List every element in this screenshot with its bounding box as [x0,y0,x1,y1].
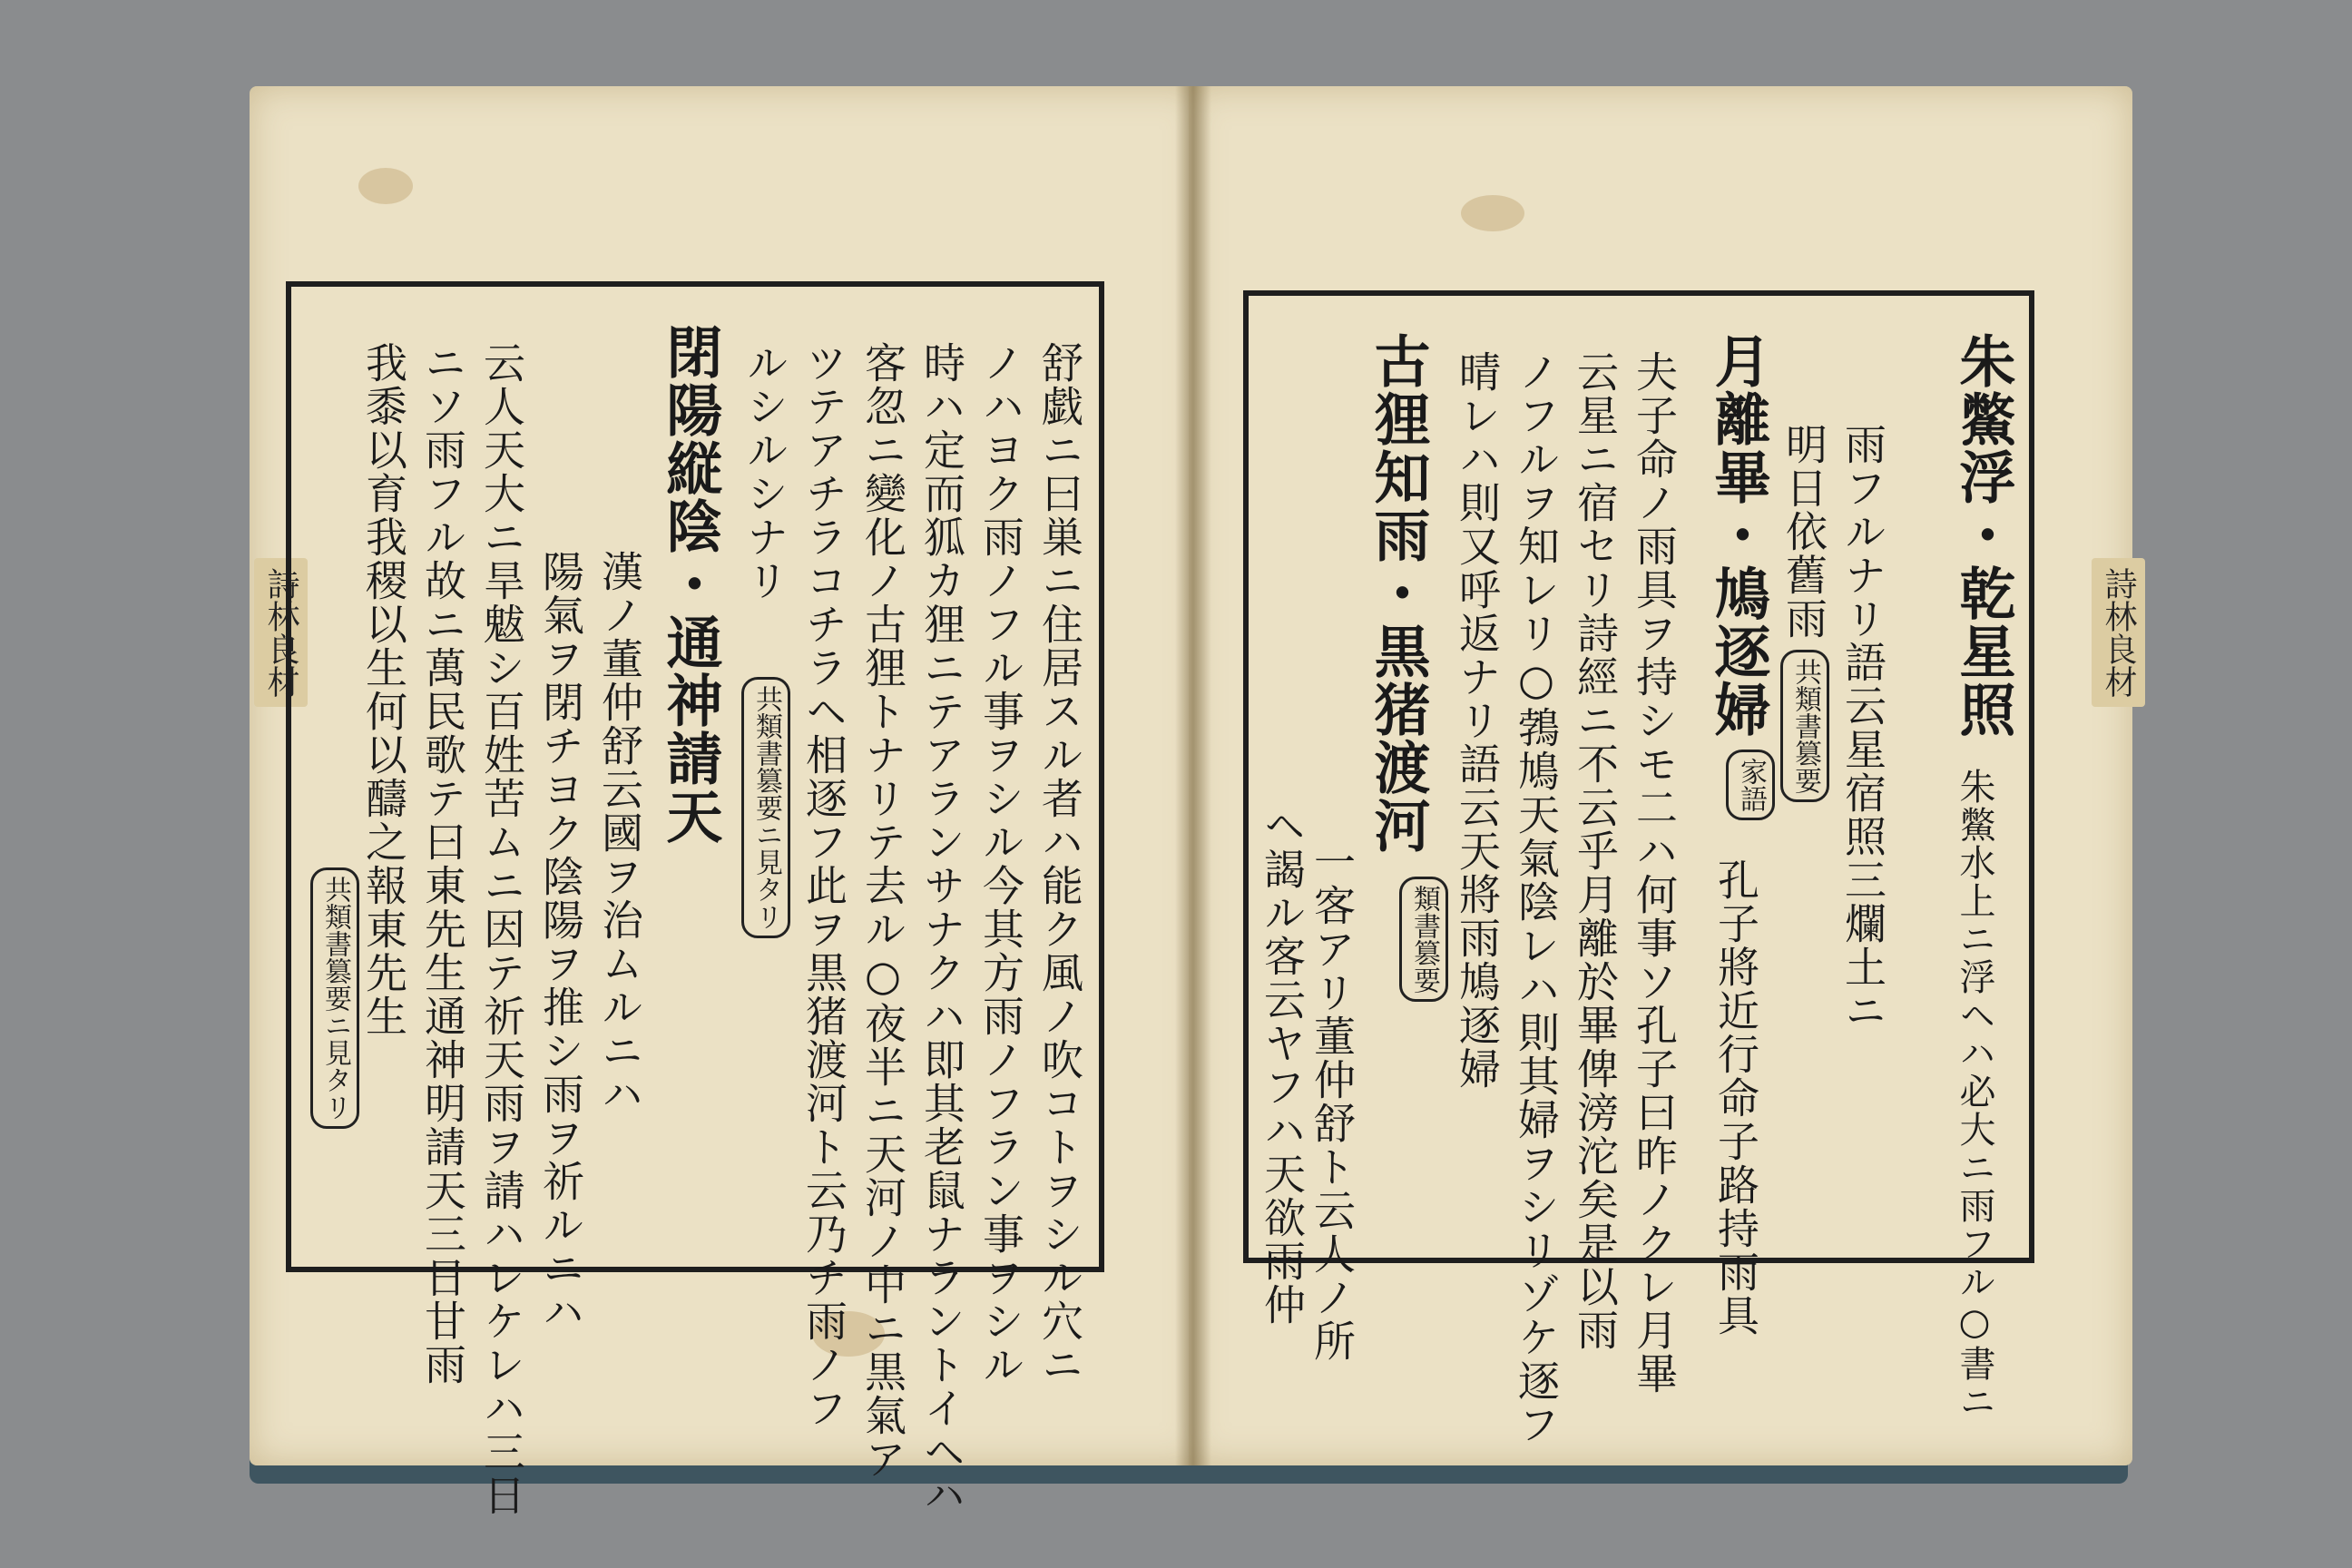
right-note-3: 類書篡要 [1399,877,1448,1002]
left-col-3: 時ハ定而狐カ狸ニテアランサナクハ即其老鼠ナラントイヘハ [917,341,966,1517]
right-col-8: 云星ニ宿セリ詩經ニ不云乎月離於畢俾滂沱矣是以雨 [1571,350,1620,1352]
right-col-12: 一客アリ董仲舒ト云人ノ所 [1308,840,1357,1363]
left-col-6: ルシルシナリ [740,341,789,603]
left-col-10: 云人天大ニ旱魃シ百姓苦ムニ因テ祈天雨ヲ請ハレケレハ三日 [477,341,526,1517]
book-gutter [1175,86,1211,1465]
left-col-8: 漢ノ董仲舒云國ヲ治ムルニハ [595,550,644,1116]
left-col-5: ツテアチラコチラヘ相逐フ此ヲ黒猪渡河ト云乃チ雨ノフ [799,341,848,1430]
left-col-11: ニソ雨フル故ニ萬民歌テ曰東先生通神明請天三日甘雨 [418,341,467,1387]
left-col-12: 我黍以育我稷以生何以醻之報東先生 [359,341,408,1038]
right-note-2: 家語 [1726,750,1775,820]
right-col-13: ヘ謁ル客云ヤフハ天欲雨仲 [1258,804,1307,1327]
right-col-4: 明日依舊雨 [1779,423,1828,641]
left-col-2: ノハヨク雨ノフル事ヲシル今其方雨ノフラン事ヲシル [976,341,1025,1387]
right-heading-3: 古狸知雨・黒猪渡河 [1365,332,1431,855]
left-col-4: 客忽ニ變化ノ古狸トナリテ去ル○夜半ニ天河ノ中ニ黒氣ア [858,341,907,1481]
right-col-6: 孔子將近行命子路持雨具 [1711,858,1760,1338]
right-col-3: 雨フルナリ語云星宿照三爛土ニ [1838,423,1887,1033]
right-col-2: 朱鱉水上ニ浮ヘハ必大ニ雨フル○書ニ [1954,768,1995,1421]
right-note-1: 共類書篡要 [1780,650,1829,802]
left-note-1: 共類書篡要ニ見タリ [741,677,790,938]
right-col-9: ノフルヲ知レリ○鵓鳩天氣陰レハ則其婦ヲシリゾケ逐フ [1512,350,1561,1446]
spine-label-left: 詩林良材 [254,558,308,707]
right-col-10: 晴レハ則又呼返ナリ語云天將雨鳩逐婦 [1453,350,1502,1091]
right-heading-2: 月離畢・鳩逐婦 [1705,332,1771,739]
right-text-frame [1243,290,2034,1446]
left-heading: 閉陽縦陰・通神請天 [657,323,723,846]
right-col-7: 夫子命ノ雨具ヲ持シモ二ハ何事ソ孔子曰昨ノクレ月畢 [1630,350,1679,1396]
spine-label-right: 詩林良材 [2092,558,2145,707]
right-heading-1: 朱鱉浮・乾星照 [1950,332,2016,739]
left-col-9: 陽氣ヲ閉チヨク陰陽ヲ推シ雨ヲ祈ルニハ [536,550,585,1334]
left-note-2: 共類書篡要ニ見タリ [310,867,359,1129]
left-col-1: 舒戯ニ曰巣ニ住居スル者ハ能ク風ノ吹コトヲシル穴ニ [1035,341,1084,1387]
left-text-frame [286,281,1104,1517]
open-book [231,86,2146,1517]
